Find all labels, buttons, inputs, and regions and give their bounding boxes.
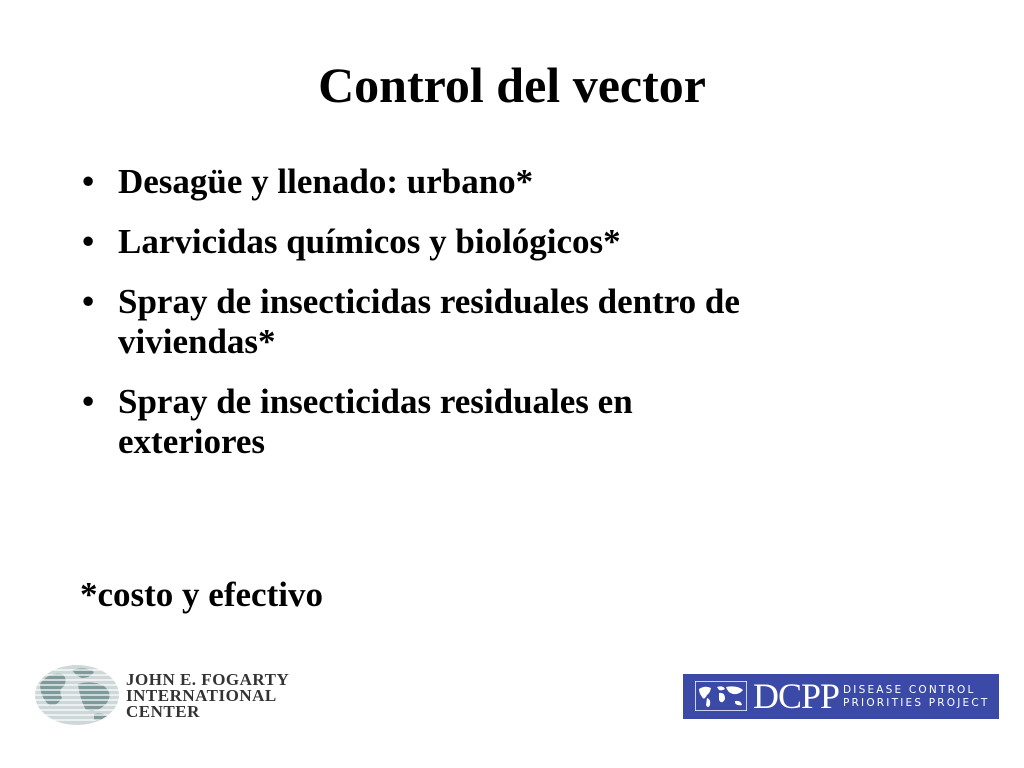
dcpp-abbreviation: DCPP <box>753 676 840 716</box>
fogarty-name <box>126 672 289 720</box>
bullet-marker: • <box>82 282 95 321</box>
bullet-item <box>82 222 978 262</box>
bullet-item <box>82 162 978 202</box>
dcpp-logo <box>683 674 999 719</box>
fogarty-name-line: CENTER <box>126 702 200 721</box>
bullet-text: Desagüe y llenado: urbano* <box>118 162 534 201</box>
bullet-marker: • <box>82 162 95 201</box>
bullet-text-continuation: viviendas* <box>118 322 276 361</box>
bullet-text-continuation: exteriores <box>118 422 266 461</box>
dcpp-full-name-line: DISEASE CONTROL <box>843 684 976 696</box>
fogarty-name-line: INTERNATIONAL <box>126 686 277 705</box>
fogarty-name-line: JOHN E. FOGARTY <box>126 670 290 689</box>
bullet-marker: • <box>82 222 95 261</box>
dcpp-full-name <box>843 684 990 710</box>
world-map-icon <box>695 681 747 711</box>
bullet-item <box>82 282 978 362</box>
slide-title: Control del vector <box>318 57 706 113</box>
globe-icon <box>34 664 120 726</box>
bullet-marker: • <box>82 382 95 421</box>
bullet-list <box>82 162 978 482</box>
dcpp-full-name-line: PRIORITIES PROJECT <box>843 697 990 709</box>
bullet-text: Spray de insecticidas residuales en <box>118 382 633 421</box>
bullet-text: Larvicidas químicos y biológicos* <box>118 222 621 261</box>
bullet-item <box>82 382 978 462</box>
footnote: *costo y efectivo <box>80 575 323 614</box>
bullet-text: Spray de insecticidas residuales dentro de <box>118 282 740 321</box>
fogarty-logo <box>34 660 334 730</box>
